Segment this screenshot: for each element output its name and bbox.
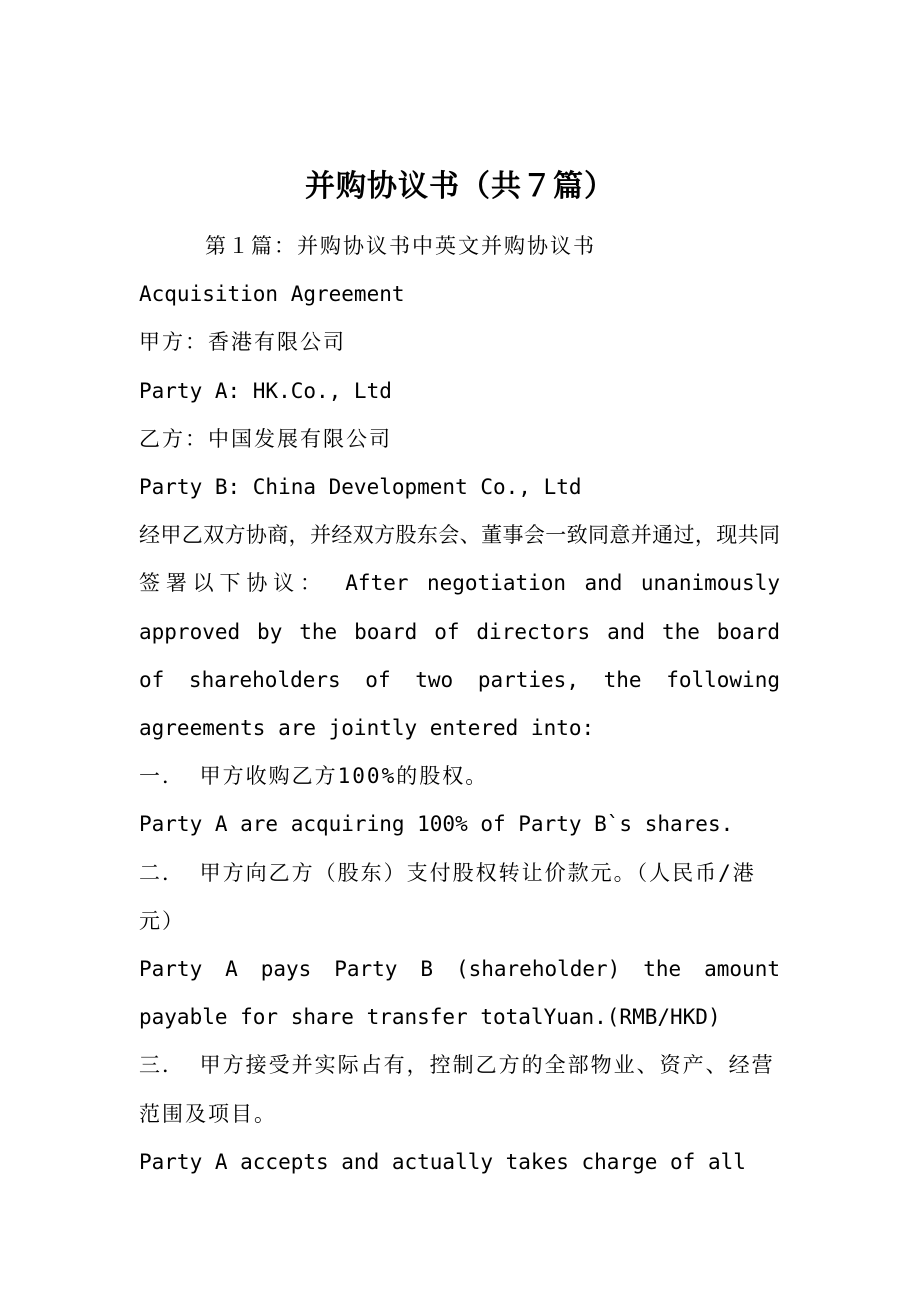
clause-1-en: Party A are acquiring 100% of Party B`s shares.	[139, 812, 734, 837]
clause-3-cn: 三． 甲方接受并实际占有，控制乙方的全部物业、资产、经营范围及项目。	[139, 1053, 775, 1126]
document-title: 并购协议书（共７篇）	[305, 169, 615, 205]
paragraph-party-b-cn: 乙方：中国发展有限公司	[139, 426, 392, 451]
document-body	[139, 222, 780, 1186]
paragraph-party-b-en: Party B: China Development Co., Ltd	[139, 475, 582, 500]
paragraph-agreement-name: Acquisition Agreement	[139, 282, 405, 307]
paragraph-preamble: 经甲乙双方协商，并经双方股东会、董事会一致同意并通过，现共同签署以下协议： After negotiation and unanimously approved by the board of directors and the board of shareholders of two parties, the following agreements are jointly entered into:	[139, 523, 780, 741]
clause-1-cn: 一． 甲方收购乙方100%的股权。	[139, 764, 489, 789]
paragraph-party-a-en: Party A: HK.Co., Ltd	[139, 378, 392, 403]
clause-2-en: Party A pays Party B (shareholder) the amount payable for share transfer totalYuan.(RMB/HKD)	[139, 957, 780, 1030]
clause-3-en: Party A accepts and actually takes charge of all	[139, 1149, 746, 1174]
chapter-heading: 第１篇：并购协议书中英文并购协议书	[205, 234, 596, 258]
paragraph-party-a-cn: 甲方：香港有限公司	[139, 330, 346, 355]
clause-2-cn: 二． 甲方向乙方（股东）支付股权转让价款元。（人民币/港元）	[139, 860, 756, 933]
